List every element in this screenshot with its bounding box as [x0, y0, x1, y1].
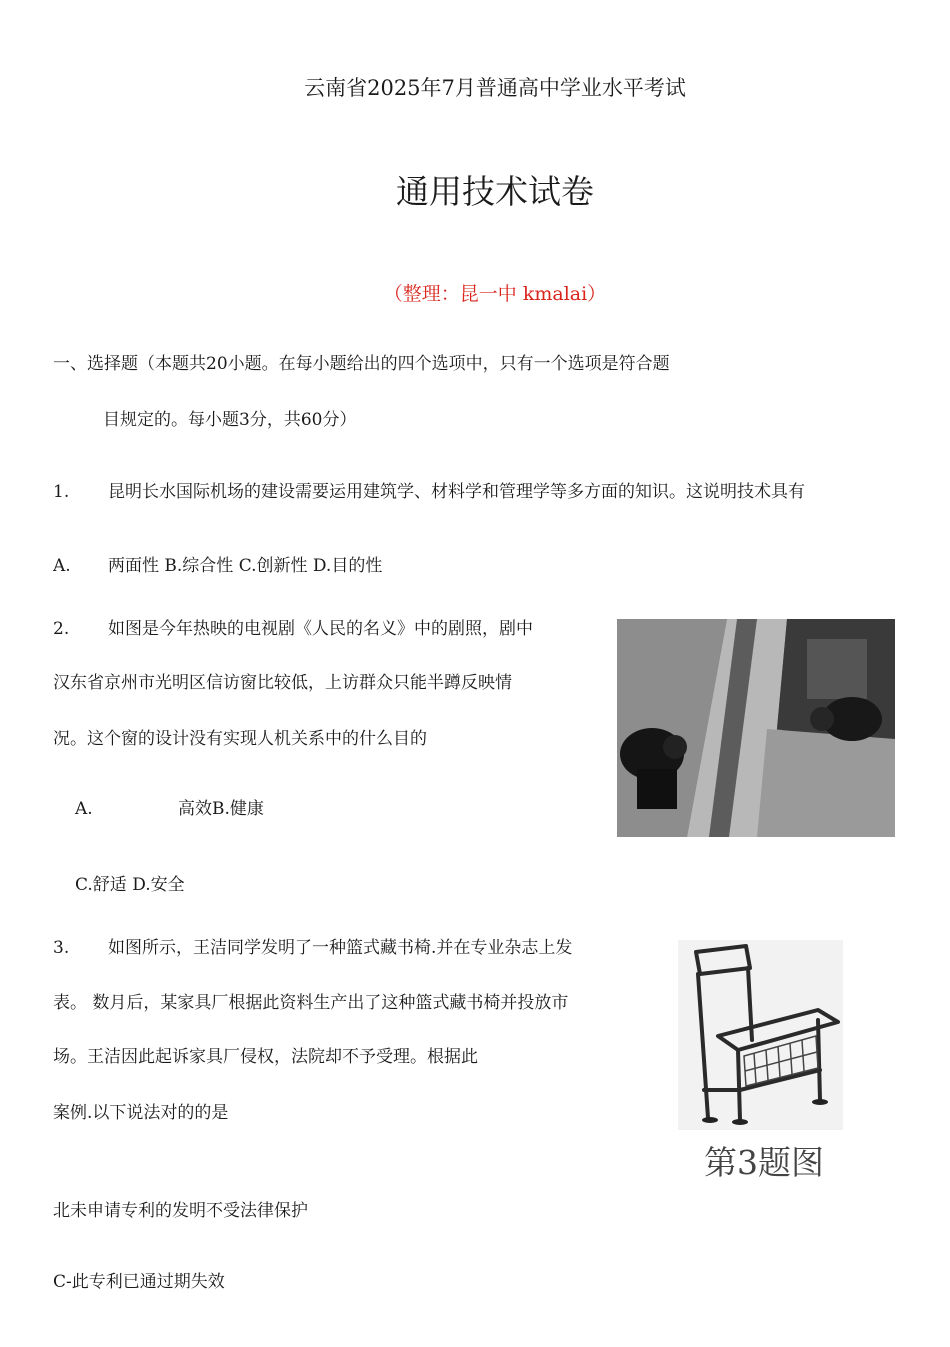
options-text: 高效B.健康: [178, 799, 264, 819]
question-1-options: [53, 551, 382, 576]
paper-title: 通用技术试卷: [396, 172, 594, 211]
figure-caption: 第3题图: [704, 1143, 824, 1182]
option-label: A.: [53, 556, 71, 576]
question-number: 1.: [53, 482, 70, 502]
question-2-stem-line3: 况。这个窗的设计没有实现人机关系中的什么目的: [53, 729, 427, 749]
question-number: 3.: [53, 938, 70, 958]
options-text: 两面性 B.综合性 C.创新性 D.目的性: [108, 556, 383, 576]
question-stem: 昆明长水国际机场的建设需要运用建筑学、材料学和管理学等多方面的知识。这说明技术具有: [108, 482, 805, 502]
question-3: [53, 933, 572, 958]
question-1: [53, 477, 805, 502]
question-3-stem-line2: 表。 数月后，某家具厂根据此资料生产出了这种篮式藏书椅并投放市: [53, 993, 569, 1013]
basket-chair-figure: [678, 940, 843, 1130]
section-heading-cont: 目规定的。每小题3分，共60分）: [103, 410, 357, 430]
section-heading: 一、选择题（本题共20小题。在每小题给出的四个选项中，只有一个选项是符合题: [53, 354, 670, 374]
question-3-stem-line4: 案例.以下说法对的的是: [53, 1103, 229, 1123]
question-3-option-c: C-此专利已通过期失效: [53, 1272, 225, 1292]
option-label: A.: [75, 799, 93, 819]
question-stem: 如图是今年热映的电视剧《人民的名义》中的剧照，剧中: [108, 619, 533, 639]
question-2-options-cd: C.舒适 D.安全: [75, 875, 185, 895]
question-number: 2.: [53, 619, 70, 639]
question-3-stem-line3: 场。王洁因此起诉家具厂侵权，法院却不予受理。根据此: [53, 1047, 478, 1067]
question-2-options-ab: [75, 794, 264, 819]
question-3-option-b: 北未申请专利的发明不受法律保护: [53, 1201, 308, 1221]
exam-title: 云南省2025年7月普通高中学业水平考试: [304, 76, 686, 100]
question-stem: 如图所示，王洁同学发明了一种篮式藏书椅.并在专业杂志上发: [108, 938, 573, 958]
question-2: [53, 614, 533, 639]
question-2-stem-line2: 汉东省京州市光明区信访窗比较低，上访群众只能半蹲反映情: [53, 673, 512, 693]
compiler-note: （整理：昆一中 kmalai）: [383, 283, 607, 305]
tv-drama-photo: [617, 619, 895, 837]
